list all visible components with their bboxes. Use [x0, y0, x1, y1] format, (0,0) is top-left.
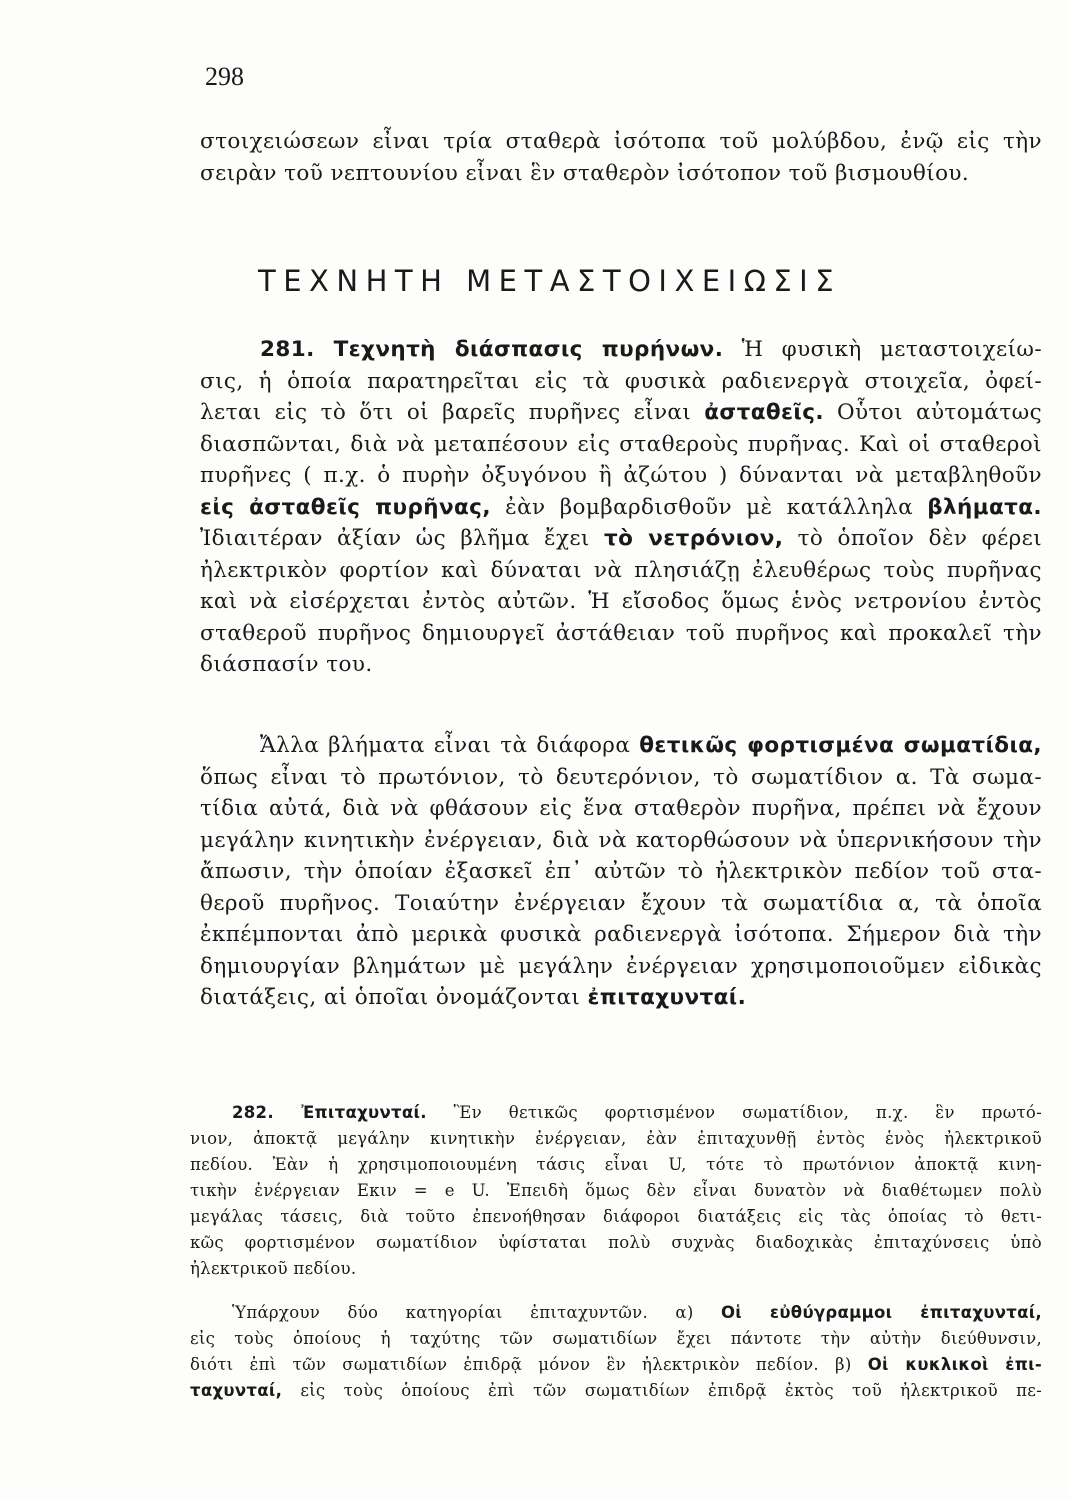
text-line: κῶς φορτισμένον σωματίδιον ὑφίσταται πολὺ συχνὰς διαδοχικὰς ἐπιταχύνσεις ὑπὸ — [190, 1233, 1042, 1252]
text-line: εἰς τοὺς ὁποίους ἡ ταχύτης τῶν σωματιδίων ἔχει πάντοτε τὴν αὐτὴν διεύθυνσιν, — [190, 1329, 1042, 1348]
text-line: νιον, ἀποκτᾷ μεγάλην κινητικὴν ἐνέργειαν, ἐὰν ἐπιταχυνθῇ ἐντὸς ἑνὸς ἠλεκτρικοῦ — [190, 1129, 1042, 1148]
text-line: θεροῦ πυρῆνος. Τοιαύτην ἐνέργειαν ἔχουν τὰ σωματίδια α, τὰ ὁποῖα — [200, 890, 1042, 916]
text-line: διατάξεις, αἱ ὁποῖαι ὀνομάζονται ἐπιταχυνταί. — [200, 985, 747, 1010]
text-line: διάσπασίν του. — [200, 652, 373, 677]
text-line: 282. Ἐπιταχυνταί. Ἓν θετικῶς φορτισμένον σωματίδιον, π.χ. ἓν πρωτό- — [232, 1103, 1042, 1122]
text-line: σις, ἡ ὁποία παρατηρεῖται εἰς τὰ φυσικὰ ραδιενεργὰ στοιχεῖα, ὀφεί- — [200, 368, 1042, 394]
text-line: λεται εἰς τὸ ὅτι οἱ βαρεῖς πυρῆνες εἶναι ἀσταθεῖς. Οὗτοι αὐτομάτως — [200, 400, 1043, 425]
text-line: Ἰδιαιτέραν ἀξίαν ὡς βλῆμα ἔχει τὸ νετρόνιον, τὸ ὁποῖον δὲν φέρει — [200, 526, 1043, 551]
section-282-title: 282. Ἐπιταχυνταί. — [232, 1103, 427, 1122]
text-line: εἰς ἀσταθεῖς πυρῆνας, ἐὰν βομβαρδισθοῦν μὲ κατάλληλα βλήματα. — [200, 494, 1042, 520]
text-line: ὅπως εἶναι τὸ πρωτόνιον, τὸ δευτερόνιον, τὸ σωματίδιον α. Τὰ σωμα- — [200, 764, 1042, 790]
text-line: διασπῶνται, διὰ νὰ μεταπέσουν εἰς σταθεροὺς πυρῆνας. Καὶ οἱ σταθεροὶ — [200, 431, 1042, 457]
section-281-title: 281. Τεχνητὴ διάσπασις πυρήνων. — [260, 337, 724, 362]
text-line: τικὴν ἐνέργειαν Εκιν = e U. Ἐπειδὴ ὅμως δὲν εἶναι δυνατὸν νὰ διαθέτωμεν πολὺ — [190, 1181, 1042, 1200]
text-line: 281. Τεχνητὴ διάσπασις πυρήνων. Ἡ φυσικὴ μεταστοιχείω- — [260, 337, 1042, 362]
text-line: σειρὰν τοῦ νεπτουνίου εἶναι ἓν σταθερὸν ἰσότοπον τοῦ βισμουθίου. — [200, 160, 970, 186]
text-line: ἄπωσιν, τὴν ὁποίαν ἐξασκεῖ ἐπ᾽ αὐτῶν τὸ ἠλεκτρικὸν πεδίον τοῦ στα- — [200, 859, 1042, 884]
text-line: τίδια αὐτά, διὰ νὰ φθάσουν εἰς ἕνα σταθερὸν πυρῆνα, πρέπει νὰ ἔχουν — [200, 796, 1042, 821]
text-line: μεγάλην κινητικὴν ἐνέργειαν, διὰ νὰ κατορθώσουν νὰ ὑπερνικήσουν τὴν — [200, 827, 1042, 853]
text-line: σταθεροῦ πυρῆνος δημιουργεῖ ἀστάθειαν τοῦ πυρῆνος καὶ προκαλεῖ τὴν — [200, 620, 1042, 646]
text-line: μεγάλας τάσεις, διὰ τοῦτο ἐπενοήθησαν διάφοροι διατάξεις εἰς τὰς ὁποίας τὸ θετι- — [190, 1207, 1042, 1226]
text-line: ἐκπέμπονται ἀπὸ μερικὰ φυσικὰ ραδιενεργὰ ἰσότοπα. Σήμερον διὰ τὴν — [200, 922, 1042, 947]
text-line: καὶ νὰ εἰσέρχεται ἐντὸς αὐτῶν. Ἡ εἴσοδος ὅμως ἑνὸς νετρονίου ἐντὸς — [200, 589, 1042, 614]
text-line: στοιχειώσεων εἶναι τρία σταθερὰ ἰσότοπα τοῦ μολύβδου, ἐνῷ εἰς τὴν — [200, 129, 1042, 154]
text-line: διότι ἐπὶ τῶν σωματιδίων ἐπιδρᾷ μόνον ἓν ἠλεκτρικὸν πεδίον. β) Οἱ κυκλικοὶ ἐπι- — [190, 1355, 1043, 1374]
text-line: Ὑπάρχουν δύο κατηγορίαι ἐπιταχυντῶν. α) Οἱ εὐθύγραμμοι ἐπιταχυνταί, — [232, 1303, 1043, 1322]
text-line: ἠλεκτρικὸν φορτίον καὶ δύναται νὰ πλησιάζῃ ἐλευθέρως τοὺς πυρῆνας — [200, 557, 1042, 583]
categories-paragraph — [190, 1300, 1042, 1404]
text-line: ταχυνταί, εἰς τοὺς ὁποίους ἐπὶ τῶν σωματιδίων ἐπιδρᾷ ἐκτὸς τοῦ ἠλεκτρικοῦ πε- — [190, 1381, 1042, 1400]
projectiles-paragraph — [200, 730, 1042, 1014]
text-line: πυρῆνες ( π.χ. ὁ πυρὴν ὀξυγόνου ἢ ἀζώτου ) δύνανται νὰ μεταβληθοῦν — [200, 463, 1042, 488]
text-line: πεδίου. Ἐὰν ἡ χρησιμοποιουμένη τάσις εἶναι U, τότε τὸ πρωτόνιον ἀποκτᾷ κινη- — [190, 1155, 1042, 1174]
page-number: 298 — [205, 62, 244, 91]
text-line: Ἄλλα βλήματα εἶναι τὰ διάφορα θετικῶς φορτισμένα σωματίδια, — [260, 733, 1042, 758]
text-line: ἠλεκτρικοῦ πεδίου. — [190, 1259, 357, 1278]
intro-paragraph — [200, 126, 1042, 189]
section-282 — [190, 1100, 1042, 1282]
text-line: δημιουργίαν βλημάτων μὲ μεγάλην ἐνέργειαν χρησιμοποιοῦμεν εἰδικὰς — [200, 953, 1042, 979]
section-281 — [200, 334, 1042, 681]
section-heading: ΤΕΧΝΗΤΗ ΜΕΤΑΣΤΟΙΧΕΙΩΣΙΣ — [258, 264, 842, 298]
